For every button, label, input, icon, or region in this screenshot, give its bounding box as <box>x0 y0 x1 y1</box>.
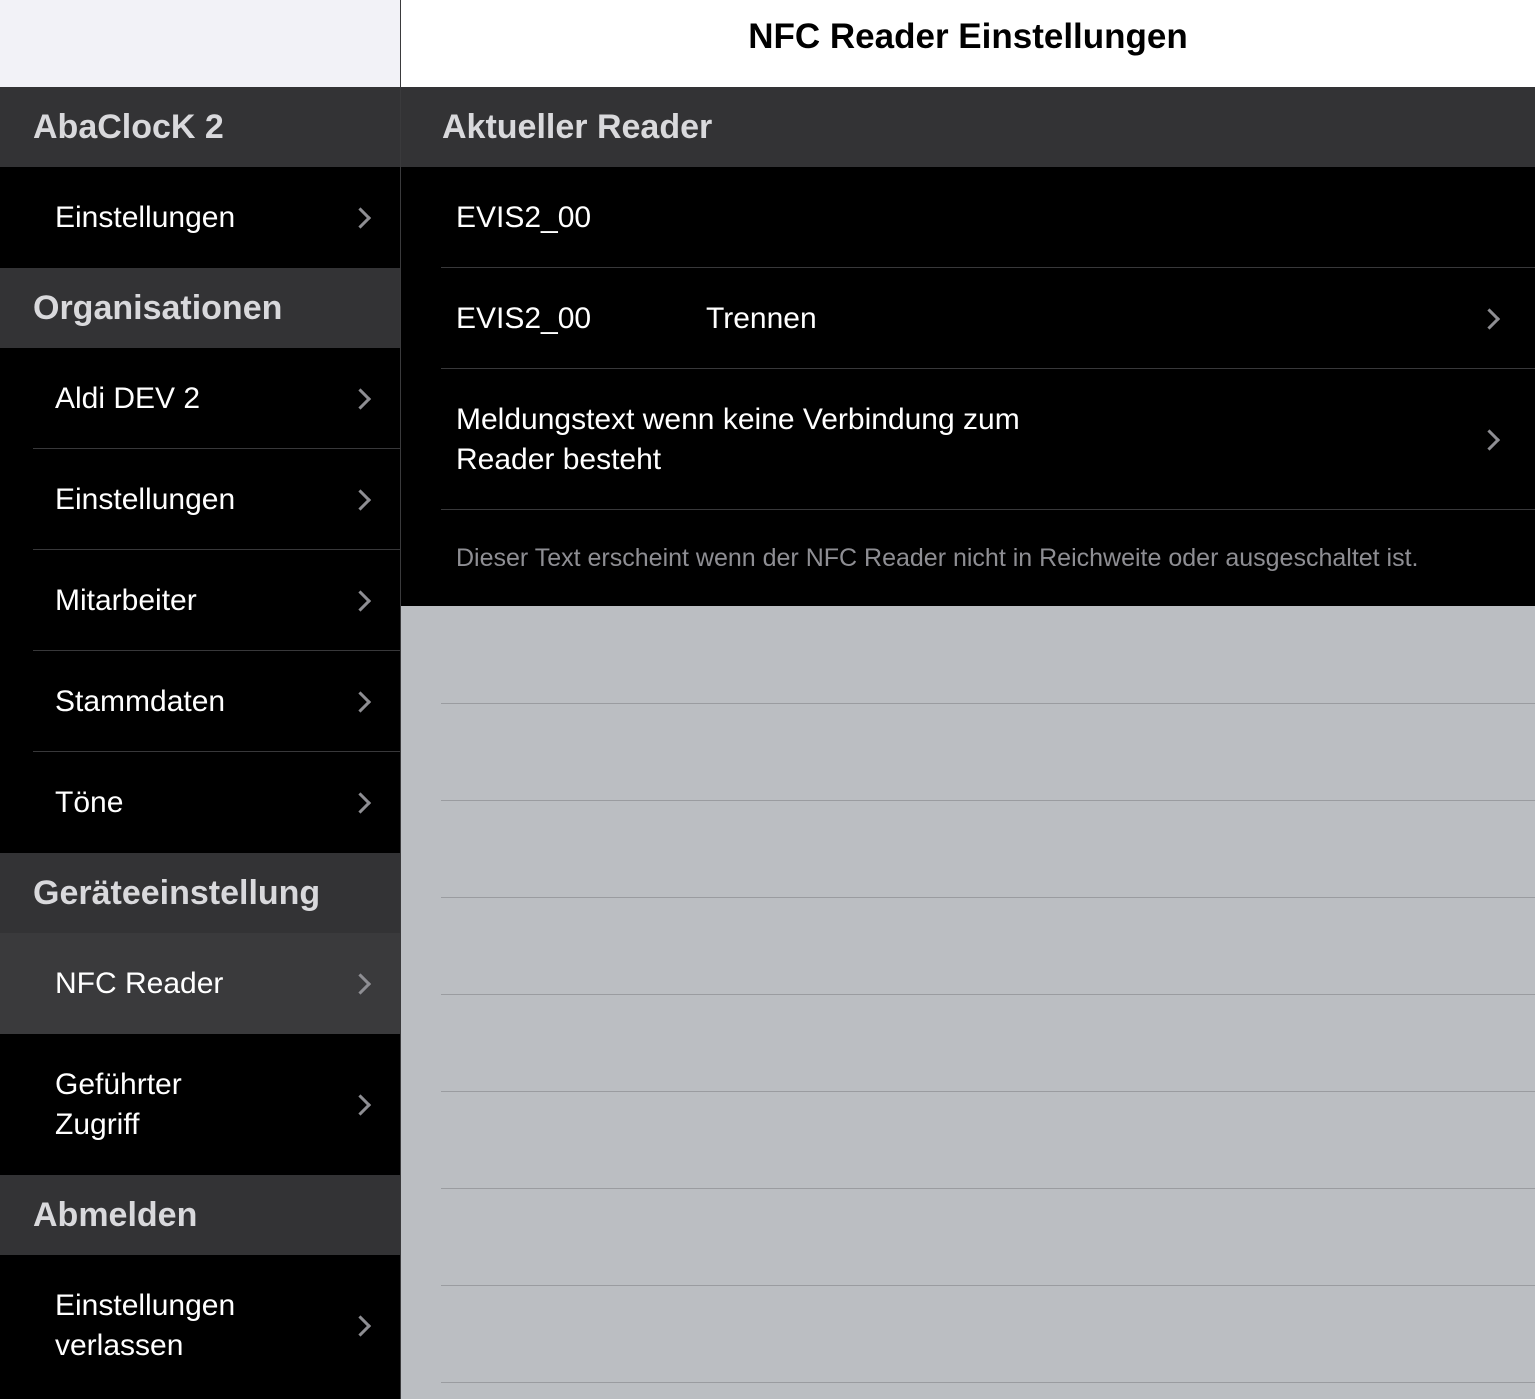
section-header-label: Geräteeinstellung <box>33 873 321 912</box>
sidebar-item-einstellungen-app[interactable] <box>0 167 400 268</box>
empty-row-separator <box>441 1188 1535 1189</box>
connected-reader-name: EVIS2_00 <box>456 301 592 335</box>
sidebar-item-gefuehrter-zugriff[interactable] <box>0 1034 400 1175</box>
chevron-right-icon <box>350 388 371 409</box>
message-row-label <box>456 400 1020 480</box>
disconnect-label: Trennen <box>706 301 817 335</box>
sidebar-item-label: Einstellungen <box>55 200 236 234</box>
empty-row-separator <box>441 1091 1535 1092</box>
chevron-right-icon <box>350 590 371 611</box>
empty-row-separator <box>441 800 1535 801</box>
chevron-right-icon <box>350 973 371 994</box>
detail-pane <box>401 0 1535 1399</box>
sidebar-item-label: NFC Reader <box>55 966 224 1000</box>
sidebar-item-toene[interactable] <box>0 752 400 853</box>
chevron-right-icon <box>350 1315 371 1336</box>
label-line-2: verlassen <box>55 1328 184 1362</box>
sidebar-item-einstellungen-verlassen[interactable] <box>0 1255 400 1396</box>
reader-name: EVIS2_00 <box>456 200 592 234</box>
sidebar-item-nfc-reader[interactable] <box>0 933 400 1034</box>
sidebar-item-label: Aldi DEV 2 <box>55 381 201 415</box>
empty-row-separator <box>441 1382 1535 1383</box>
empty-row-separator <box>441 703 1535 704</box>
label-line-1: Geführter <box>55 1067 182 1101</box>
section-header-organisationen <box>0 268 400 348</box>
sidebar-item-stammdaten[interactable] <box>0 651 400 752</box>
empty-row-separator <box>441 897 1535 898</box>
sidebar-item-label <box>55 1065 182 1145</box>
sidebar-item-einstellungen-org[interactable] <box>0 449 400 550</box>
section-header-label: Abmelden <box>33 1195 198 1234</box>
chevron-right-icon <box>350 207 371 228</box>
empty-row-separator <box>441 994 1535 995</box>
sidebar-top-bar <box>0 0 400 87</box>
section-header-abmelden <box>0 1175 400 1255</box>
chevron-right-icon <box>350 691 371 712</box>
chevron-right-icon <box>350 1094 371 1115</box>
label-line-1: Einstellungen <box>55 1288 236 1322</box>
section-header-label: AbaClocK 2 <box>33 107 224 146</box>
section-header-abaclock <box>0 87 400 167</box>
page-title: NFC Reader Einstellungen <box>748 16 1188 56</box>
current-reader-row <box>401 167 1535 268</box>
chevron-right-icon <box>1479 429 1500 450</box>
section-header-label: Aktueller Reader <box>442 107 713 146</box>
sidebar-item-aldi-dev-2[interactable] <box>0 348 400 449</box>
sidebar <box>0 0 400 1399</box>
sidebar-item-label: Mitarbeiter <box>55 583 197 617</box>
message-text-row[interactable] <box>401 369 1535 510</box>
chevron-right-icon <box>1479 308 1500 329</box>
label-line-2: Reader besteht <box>456 442 662 476</box>
reader-settings-group <box>401 167 1535 606</box>
connected-reader-row[interactable] <box>401 268 1535 369</box>
label-line-2: Zugriff <box>55 1107 140 1141</box>
row-separator <box>441 509 1535 510</box>
section-header-aktueller-reader <box>401 87 1535 167</box>
navigation-bar <box>401 0 1535 87</box>
empty-row-separator <box>441 1285 1535 1286</box>
chevron-right-icon <box>350 792 371 813</box>
sidebar-item-label: Einstellungen <box>55 482 236 516</box>
footer-text: Dieser Text erscheint wenn der NFC Reader nicht in Reichweite oder ausgeschaltet ist. <box>456 543 1419 572</box>
section-header-geraeteeinstellung <box>0 853 400 933</box>
section-header-label: Organisationen <box>33 288 283 327</box>
label-line-1: Meldungstext wenn keine Verbindung zum <box>456 402 1020 436</box>
sidebar-item-label: Stammdaten <box>55 684 226 718</box>
sidebar-item-label: Töne <box>55 785 124 819</box>
chevron-right-icon <box>350 489 371 510</box>
sidebar-item-label <box>55 1286 235 1366</box>
sidebar-item-mitarbeiter[interactable] <box>0 550 400 651</box>
section-footer <box>401 510 1535 606</box>
